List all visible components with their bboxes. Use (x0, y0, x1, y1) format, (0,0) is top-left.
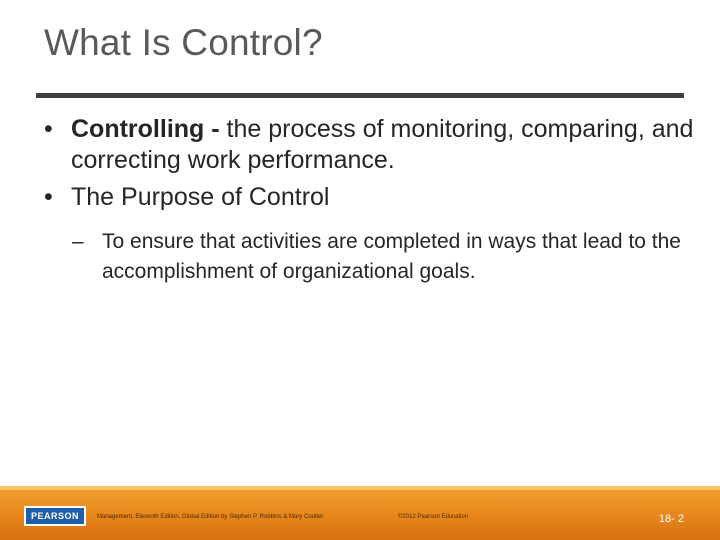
footer-accent-line (0, 486, 720, 490)
sub-bullet-text: To ensure that activities are completed in ways that lead to the accomplishment of organizational goals. (102, 230, 681, 283)
title-rule (36, 93, 684, 98)
sub-bullet-purpose (44, 227, 694, 287)
bullet-purpose (44, 182, 694, 213)
footer-copyright: ©2012 Pearson Education (398, 514, 469, 520)
sub-bullet-marker: – (72, 230, 84, 253)
footer-bar (0, 486, 720, 540)
bullet-controlling (44, 114, 694, 176)
bullet-marker: • (44, 115, 53, 143)
bullet-marker: • (44, 183, 53, 211)
pearson-logo: PEARSON (24, 506, 86, 526)
slide-title: What Is Control? (44, 22, 323, 63)
footer-book-credit: Management, Eleventh Edition, Global Edition by Stephen P. Robbins & Mary Coulter (97, 514, 324, 520)
bullet-text: the process of monitoring, comparing, and correcting work performance. (71, 115, 694, 174)
page-number: 18- 2 (658, 513, 684, 525)
term-controlling: Controlling - (71, 115, 220, 143)
slide-body (44, 114, 694, 287)
bullet-text: The Purpose of Control (71, 183, 330, 211)
